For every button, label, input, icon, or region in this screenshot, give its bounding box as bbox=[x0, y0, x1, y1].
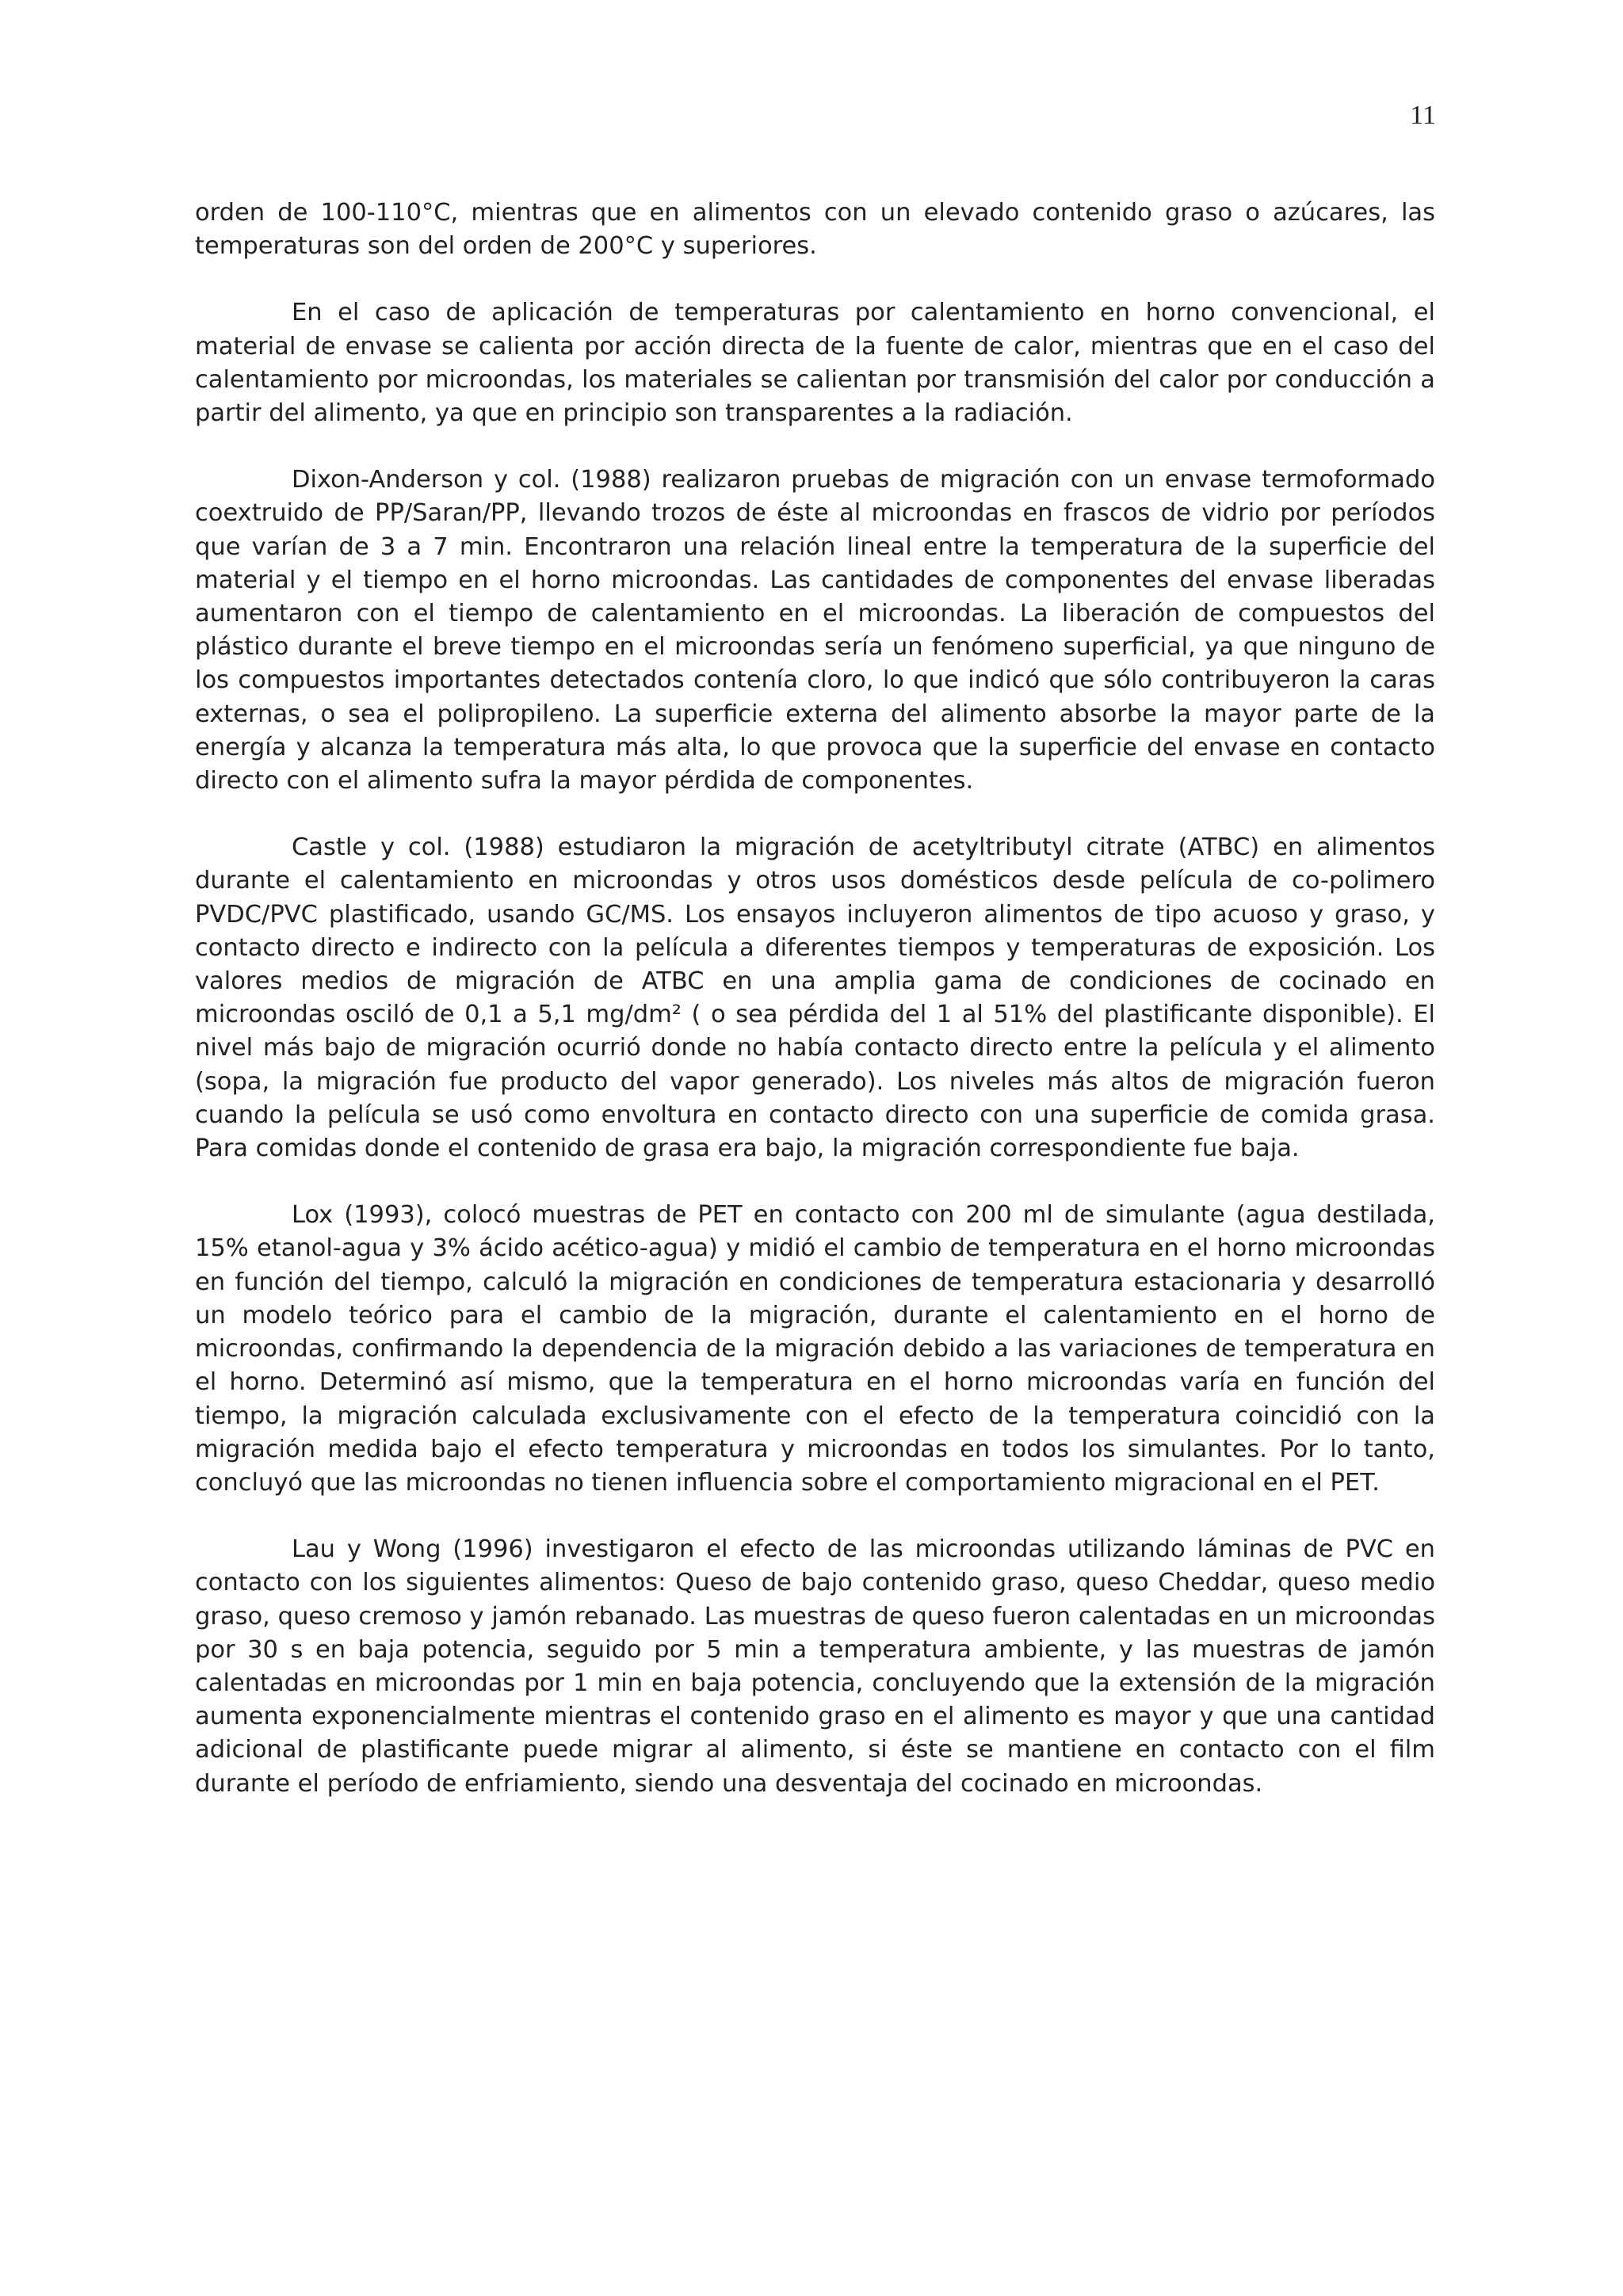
document-body bbox=[195, 196, 1435, 1801]
paragraph-heating-methods: En el caso de aplicación de temperaturas por calentamiento en horno convencional, el material de envase se calienta por acción directa de la fuente de calor, mientras que en el caso del calentamiento por microondas, los materiales se calientan por transmisión del calor por conducción a partir del alimento, ya que en principio son transparentes a la radiación. bbox=[195, 299, 1435, 428]
paragraph-lau-wong: Lau y Wong (1996) investigaron el efecto de las microondas utilizando láminas de PVC en contacto con los siguientes alimentos: Queso de bajo contenido graso, queso Cheddar, queso medio graso, queso cremoso y jamón rebanado. Las muestras de queso fueron calentadas en un microondas por 30 s en baja potencia, seguido por 5 min a temperatura ambiente, y las muestras de jamón calentadas en microondas por 1 min en baja potencia, concluyendo que la extensión de la migración aumenta exponencialmente mientras el contenido graso en el alimento es mayor y que una cantidad adicional de plastificante puede migrar al alimento, si éste se mantiene en contacto con el film durante el período de enfriamiento, siendo una desventaja del cocinado en microondas. bbox=[195, 1535, 1435, 1798]
page-number: 11 bbox=[1410, 101, 1436, 130]
paragraph-castle: Castle y col. (1988) estudiaron la migración de acetyltributyl citrate (ATBC) en alimentos durante el calentamiento en microondas y otros usos domésticos desde película de co-polimero PVDC/PVC plastificado, usando GC/MS. Los ensayos incluyeron alimentos de tipo acuoso y graso, y contacto directo e indirecto con la película a diferentes tiempos y temperaturas de exposición. Los valores medios de migración de ATBC en una amplia gama de condiciones de cocinado en microondas osciló de 0,1 a 5,1 mg/dm² ( o sea pérdida del 1 al 51% del plastificante disponible). El nivel más bajo de migración ocurrió donde no había contacto directo entre la película y el alimento (sopa, la migración fue producto del vapor generado). Los niveles más altos de migración fueron cuando la película se usó como envoltura en contacto directo con una superficie de comida grasa. Para comidas donde el contenido de grasa era bajo, la migración correspondiente fue baja. bbox=[195, 833, 1435, 1163]
paragraph-continuation: orden de 100-110°C, mientras que en alimentos con un elevado contenido graso o azúcares, las temperaturas son del orden de 200°C y superiores. bbox=[195, 199, 1435, 261]
paragraph-dixon-anderson: Dixon-Anderson y col. (1988) realizaron pruebas de migración con un envase termoformado coextruido de PP/Saran/PP, llevando trozos de éste al microondas en frascos de vidrio por períodos que varían de 3 a 7 min. Encontraron una relación lineal entre la temperatura de la superficie del material y el tiempo en el horno microondas. Las cantidades de componentes del envase liberadas aumentaron con el tiempo de calentamiento en el microondas. La liberación de compuestos del plástico durante el breve tiempo en el microondas sería un fenómeno superficial, ya que ninguno de los compuestos importantes detectados contenía cloro, lo que indicó que sólo contribuyeron la caras externas, o sea el polipropileno. La superficie externa del alimento absorbe la mayor parte de la energía y alcanza la temperatura más alta, lo que provoca que la superficie del envase en contacto directo con el alimento sufra la mayor pérdida de componentes. bbox=[195, 466, 1435, 795]
paragraph-lox: Lox (1993), colocó muestras de PET en contacto con 200 ml de simulante (agua destilada, 15% etanol-agua y 3% ácido acético-agua) y midió el cambio de temperatura en el horno microondas en función del tiempo, calculó la migración en condiciones de temperatura estacionaria y desarrolló un modelo teórico para el cambio de la migración, durante el calentamiento en el horno de microondas, confirmando la dependencia de la migración debido a las variaciones de temperatura en el horno. Determinó así mismo, que la temperatura en el horno microondas varía en función del tiempo, la migración calculada exclusivamente con el efecto de la temperatura coincidió con la migración medida bajo el efecto temperatura y microondas en todos los simulantes. Por lo tanto, concluyó que las microondas no tienen influencia sobre el comportamiento migracional en el PET. bbox=[195, 1201, 1435, 1497]
